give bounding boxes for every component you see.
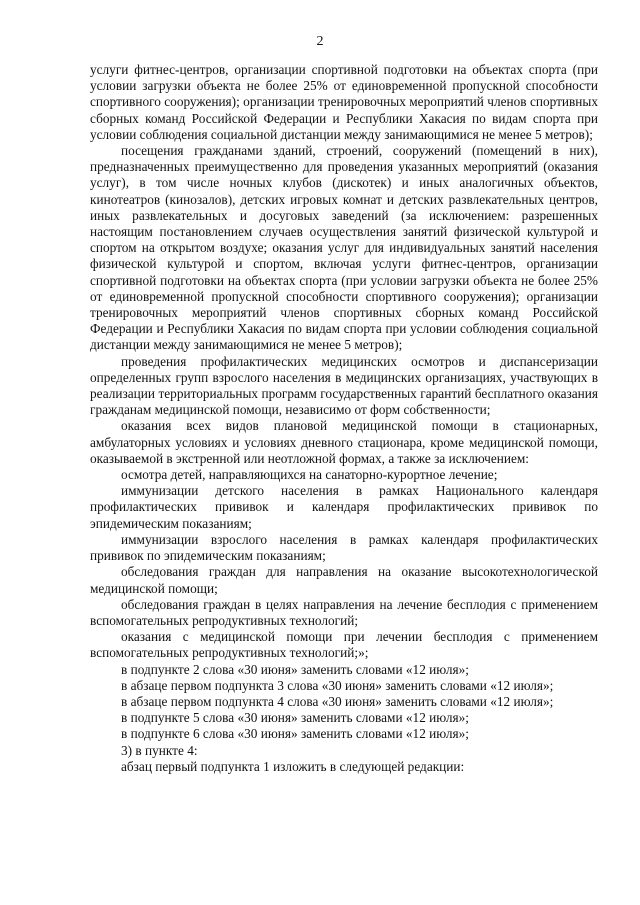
- paragraph: услуги фитнес-центров, организации спортивной подготовки на объектах спорта (при условии загрузки объекта не более 25% от единовременной пропускной способности спортивного сооружения); организации тренировочных мероприятий членов спортивных сборных команд Российской Федерации и Республики Хакасия по видам спорта при условии соблюдения социальной дистанции между занимающимися не менее 5 метров);: [90, 62, 598, 142]
- paragraph: иммунизации взрослого населения в рамках календаря профилактических прививок по эпидемическим показаниям;: [90, 531, 598, 564]
- paragraph: абзац первый подпункта 1 изложить в следующей редакции:: [121, 758, 465, 774]
- paragraph: посещения гражданами зданий, строений, сооружений (помещений в них), предназначенных преимущественно для проведения указанных мероприятий (оказания услуг), в том числе ночных клубов (дискотек) и иных аналогичных объектов, кинотеатров (кинозалов), детских игровых комнат и детских развлекательных центров, иных развлекательных и досуговых заведений (за исключением: разрешенных настоящим постановлением случаев осуществления занятий физической культурой и спортом на открытом воздухе; оказания услуг для индивидуальных занятий населения физической культурой и спортом, включая услуги фитнес-центров, организации спортивной подготовки на объектах спорта (при условии загрузки объекта не более 25% от единовременной пропускной способности спортивного сооружения); организации тренировочных мероприятий членов спортивных сборных команд Российской Федерации и Республики Хакасия по видам спорта при условии соблюдения социальной дистанции между занимающимися не менее 5 метров);: [90, 143, 598, 353]
- page-number: 2: [316, 34, 324, 49]
- paragraph: в абзаце первом подпункта 3 слова «30 июня» заменить словами «12 июля»;: [121, 677, 554, 693]
- paragraph: осмотра детей, направляющихся на санаторно-курортное лечение;: [121, 467, 498, 483]
- paragraph: в подпункте 5 слова «30 июня» заменить словами «12 июля»;: [121, 710, 469, 726]
- paragraph: оказания всех видов плановой медицинской помощи в стационарных, амбулаторных условиях и условиях дневного стационара, кроме медицинской помощи, оказываемой в экстренной или неотложной формах, а также за исключением:: [90, 418, 598, 466]
- paragraph: в подпункте 6 слова «30 июня» заменить словами «12 июля»;: [121, 726, 469, 742]
- paragraph: обследования граждан для направления на оказание высокотехнологической медицинской помощи;: [90, 564, 598, 596]
- paragraph: 3) в пункте 4:: [121, 742, 198, 758]
- paragraph: обследования граждан в целях направления на лечение бесплодия с применением вспомогательных репродуктивных технологий;: [90, 596, 598, 628]
- paragraph: иммунизации детского населения в рамках Национального календаря профилактических прививок и календаря профилактических прививок по эпидемическим показаниям;: [90, 483, 598, 531]
- paragraph: в подпункте 2 слова «30 июня» заменить словами «12 июля»;: [121, 661, 469, 677]
- paragraph: оказания с медицинской помощи при лечении бесплодия с применением вспомогательных репродуктивных технологий;»;: [90, 629, 598, 661]
- paragraph: в абзаце первом подпункта 4 слова «30 июня» заменить словами «12 июля»;: [121, 693, 554, 709]
- document-body: [90, 62, 598, 775]
- paragraph: проведения профилактических медицинских осмотров и диспансеризации определенных групп взрослого населения в медицинских организациях, участвующих в реализации территориальных программ государственных гарантий бесплатного оказания гражданам медицинской помощи, независимо от форм собственности;: [90, 353, 598, 418]
